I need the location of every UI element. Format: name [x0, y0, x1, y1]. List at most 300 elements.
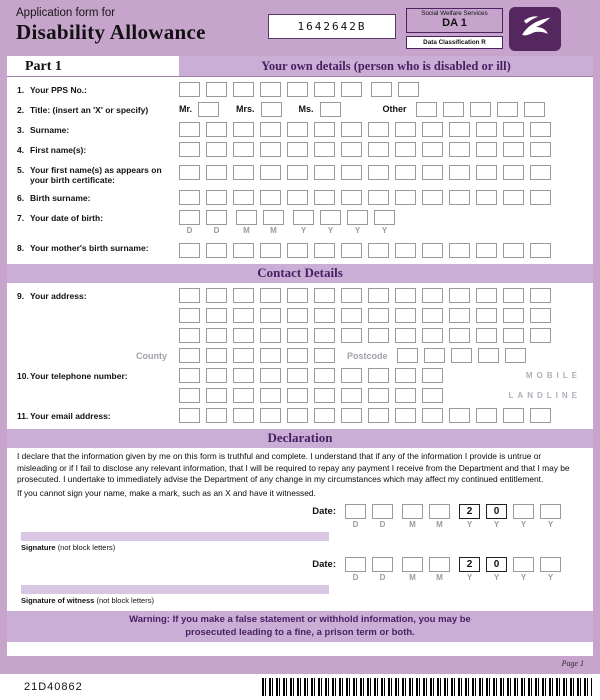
char-box[interactable] [395, 368, 416, 383]
char-box[interactable] [314, 243, 335, 258]
field-row-pps [7, 82, 593, 97]
hint-letter: M [409, 573, 416, 583]
char-box[interactable] [395, 308, 416, 323]
char-box[interactable] [422, 368, 443, 383]
char-box[interactable] [206, 368, 227, 383]
char-box[interactable] [449, 243, 470, 258]
char-box[interactable] [179, 308, 200, 323]
char-box[interactable] [233, 190, 254, 205]
char-box[interactable] [422, 288, 443, 303]
mobile-boxes [179, 368, 443, 383]
char-box[interactable] [449, 142, 470, 157]
char-box[interactable] [341, 288, 362, 303]
char-box[interactable] [503, 190, 524, 205]
title-mr-box[interactable] [198, 102, 219, 117]
title-label [17, 102, 179, 115]
char-box[interactable] [503, 408, 524, 423]
char-box[interactable] [476, 408, 497, 423]
char-box[interactable] [395, 190, 416, 205]
char-box[interactable] [449, 288, 470, 303]
char-box[interactable] [476, 142, 497, 157]
date-row-1 [7, 504, 593, 529]
char-box[interactable] [341, 308, 362, 323]
spacer [450, 520, 459, 521]
char-box[interactable] [233, 165, 254, 180]
form-title-block [16, 7, 264, 45]
postcode-label: Postcode [347, 351, 388, 362]
hint-letter: Y [466, 520, 473, 530]
char-box[interactable] [347, 210, 368, 225]
field-row-address [7, 288, 593, 303]
char-box[interactable] [314, 190, 335, 205]
char-box[interactable] [179, 328, 200, 343]
char-box[interactable] [371, 82, 392, 97]
char-box[interactable] [260, 328, 281, 343]
option-other-label: Other [382, 104, 407, 114]
char-box[interactable] [530, 142, 551, 157]
char-box[interactable] [260, 408, 281, 423]
hint-letter: D [352, 573, 359, 583]
char-box[interactable] [233, 368, 254, 383]
char-box[interactable] [368, 243, 389, 258]
char-box[interactable] [233, 408, 254, 423]
field-row-surname [7, 122, 593, 137]
declaration-banner: Declaration [7, 429, 593, 448]
char-box[interactable] [368, 408, 389, 423]
county-boxes [179, 348, 335, 363]
char-box[interactable] [368, 142, 389, 157]
char-box[interactable] [503, 328, 524, 343]
char-box[interactable] [179, 408, 200, 423]
dob-label [17, 210, 179, 223]
char-box[interactable] [540, 504, 561, 519]
char-box[interactable] [287, 82, 308, 97]
char-box[interactable] [476, 288, 497, 303]
char-box[interactable] [476, 308, 497, 323]
hint-letter: Y [381, 226, 388, 236]
char-box[interactable] [422, 165, 443, 180]
char-box[interactable] [236, 210, 257, 225]
char-box[interactable] [206, 82, 227, 97]
char-box[interactable] [402, 504, 423, 519]
char-box[interactable] [372, 557, 393, 572]
label-spacer [17, 328, 179, 331]
char-box[interactable] [368, 190, 389, 205]
char-box[interactable] [449, 122, 470, 137]
char-box[interactable] [422, 122, 443, 137]
char-box[interactable] [530, 288, 551, 303]
hint-letter: Y [466, 573, 473, 583]
phone-label [17, 368, 179, 381]
field-row-dob [7, 210, 593, 235]
warning-line-2: prosecuted leading to a fine, a prison term or both. [185, 626, 415, 638]
field-number: 9. [17, 291, 25, 302]
signature-line[interactable] [21, 532, 329, 541]
char-box[interactable] [503, 243, 524, 258]
date1-letter-hints [345, 520, 581, 529]
char-box[interactable] [451, 348, 472, 363]
char-box[interactable] [341, 388, 362, 403]
date2-day-boxes [345, 557, 393, 572]
declaration-text: I declare that the information given by me on this form is truthful and complete. I understand that if any of the information I provide is untrue or misleading or if I fail to disclose any relevant information, that I will be required to repay any payment I receive from the Department and that I may be prosecuted. I undertake to immediately advise the Department of any change in my circumstances which may affect my continued entitlement. [17, 451, 570, 484]
char-box[interactable] [402, 557, 423, 572]
char-box[interactable] [422, 142, 443, 157]
char-box[interactable] [341, 368, 362, 383]
char-box[interactable] [293, 210, 314, 225]
char-box[interactable] [206, 122, 227, 137]
char-box[interactable] [260, 142, 281, 157]
birthcert-boxes [179, 165, 551, 180]
char-box[interactable] [476, 165, 497, 180]
char-box[interactable] [368, 388, 389, 403]
char-box[interactable] [179, 210, 200, 225]
char-box[interactable] [314, 388, 335, 403]
services-label: Social Welfare Services [421, 10, 488, 17]
date2-letter-hints [345, 573, 581, 582]
hint-letter: Y [493, 520, 500, 530]
char-box[interactable] [422, 388, 443, 403]
pps-input [179, 82, 585, 97]
char-box[interactable] [524, 102, 545, 117]
char-box[interactable] [513, 557, 534, 572]
char-box[interactable] [287, 368, 308, 383]
char-box[interactable] [395, 408, 416, 423]
char-box[interactable] [233, 142, 254, 157]
spacer [227, 210, 236, 211]
char-box[interactable] [287, 122, 308, 137]
char-box[interactable] [341, 190, 362, 205]
char-box[interactable] [374, 210, 395, 225]
char-box[interactable] [449, 165, 470, 180]
char-box[interactable] [287, 142, 308, 157]
char-box[interactable] [422, 190, 443, 205]
char-box[interactable] [314, 288, 335, 303]
field-label: Your date of birth: [30, 213, 104, 224]
char-box[interactable] [287, 308, 308, 323]
form-header [0, 0, 600, 56]
char-box[interactable] [372, 504, 393, 519]
option-mrs-label: Mrs. [236, 104, 255, 114]
char-box[interactable] [476, 243, 497, 258]
char-box[interactable] [287, 288, 308, 303]
char-box[interactable] [206, 190, 227, 205]
hint-letter: Y [520, 520, 527, 530]
char-box[interactable] [368, 328, 389, 343]
char-box[interactable] [513, 504, 534, 519]
char-box[interactable] [341, 243, 362, 258]
part1-banner: Your own details (person who is disabled or ill) [179, 56, 593, 76]
title-mrs-box[interactable] [261, 102, 282, 117]
date2-year-boxes [459, 557, 561, 572]
char-box[interactable] [233, 348, 254, 363]
char-box[interactable] [233, 308, 254, 323]
char-box[interactable] [368, 122, 389, 137]
field-label: Your first name(s) as appears on your birth certificate: [30, 165, 162, 186]
char-box[interactable] [260, 388, 281, 403]
witness-label-rest: (not block letters) [96, 596, 154, 606]
char-box[interactable] [179, 165, 200, 180]
char-box[interactable] [449, 190, 470, 205]
char-box[interactable] [395, 142, 416, 157]
char-box[interactable] [395, 328, 416, 343]
hint-letter: D [213, 226, 220, 236]
char-box[interactable] [341, 408, 362, 423]
char-box[interactable] [345, 557, 366, 572]
hint-letter: Y [547, 520, 554, 530]
address-line2-boxes [179, 308, 551, 323]
char-box[interactable] [314, 408, 335, 423]
warning-line-1: Warning: If you make a false statement or withhold information, you may be [129, 614, 471, 626]
hint-letter: D [186, 226, 193, 236]
char-box[interactable] [206, 243, 227, 258]
dob-month-boxes [236, 210, 284, 225]
char-box[interactable] [530, 243, 551, 258]
char-box[interactable] [429, 557, 450, 572]
char-box[interactable] [503, 288, 524, 303]
dob-input [179, 210, 585, 235]
pps-digit-boxes [179, 82, 362, 97]
char-box[interactable] [449, 308, 470, 323]
county-label: County [136, 351, 167, 362]
field-label: Your telephone number: [30, 371, 128, 382]
char-box[interactable] [503, 308, 524, 323]
char-box[interactable] [476, 328, 497, 343]
spacer [284, 210, 293, 211]
field-label [30, 105, 148, 115]
char-box[interactable] [397, 348, 418, 363]
signature-label-bold: Signature [21, 543, 56, 553]
field-row-birth-surname [7, 190, 593, 205]
char-box[interactable] [287, 348, 308, 363]
char-box[interactable] [287, 243, 308, 258]
title-other-boxes [416, 102, 545, 117]
spacer [393, 504, 402, 505]
char-box[interactable] [260, 288, 281, 303]
char-box[interactable] [314, 142, 335, 157]
char-box[interactable] [422, 243, 443, 258]
birthcert-label [17, 162, 179, 185]
char-box[interactable] [179, 368, 200, 383]
char-box[interactable] [341, 165, 362, 180]
postcode-boxes [397, 348, 526, 363]
char-box[interactable] [206, 288, 227, 303]
char-box[interactable] [395, 165, 416, 180]
char-box[interactable] [422, 308, 443, 323]
char-box[interactable] [314, 308, 335, 323]
char-box[interactable] [314, 348, 335, 363]
form-intro: Application form for [16, 7, 116, 19]
char-box[interactable] [179, 190, 200, 205]
spacer [450, 504, 459, 505]
hint-letter: Y [300, 226, 307, 236]
char-box[interactable] [260, 348, 281, 363]
footer-form-code: 21D40862 [24, 681, 83, 693]
char-box[interactable] [287, 190, 308, 205]
char-box[interactable] [206, 142, 227, 157]
surname-label [17, 122, 179, 135]
char-box[interactable] [416, 102, 437, 117]
firstname-label [17, 142, 179, 155]
hint-letter: M [270, 226, 277, 236]
spacer [450, 557, 459, 558]
witness-signature-line[interactable] [21, 585, 329, 594]
char-box[interactable] [287, 328, 308, 343]
char-box[interactable] [233, 388, 254, 403]
char-box[interactable] [478, 348, 499, 363]
char-box[interactable] [314, 165, 335, 180]
char-box[interactable] [443, 102, 464, 117]
witness-signature-block [21, 585, 329, 605]
char-box[interactable] [179, 243, 200, 258]
date1-year-boxes [459, 504, 561, 519]
char-box[interactable] [260, 122, 281, 137]
char-box[interactable] [530, 328, 551, 343]
char-box[interactable] [530, 408, 551, 423]
field-row-mother-surname [7, 240, 593, 258]
char-box[interactable] [260, 82, 281, 97]
data-classification: Data Classification R [406, 36, 503, 49]
char-box[interactable] [345, 504, 366, 519]
county-label-wrap [17, 348, 179, 362]
char-box[interactable] [530, 165, 551, 180]
char-box[interactable] [260, 308, 281, 323]
char-box[interactable] [470, 102, 491, 117]
char-box[interactable] [341, 328, 362, 343]
char-box[interactable] [179, 82, 200, 97]
char-box[interactable] [233, 328, 254, 343]
char-box[interactable] [497, 102, 518, 117]
title-ms-box[interactable] [320, 102, 341, 117]
declaration-text-2: If you cannot sign your name, make a mark, such as an X and have it witnessed. [17, 488, 316, 499]
char-box[interactable] [206, 348, 227, 363]
char-box[interactable] [503, 142, 524, 157]
field-label: Your email address: [30, 411, 111, 422]
char-box[interactable] [341, 142, 362, 157]
field-number: 7. [17, 213, 25, 224]
field-row-birthcert-name [7, 162, 593, 185]
date-input-2 [345, 557, 581, 582]
field-number: 3. [17, 125, 25, 135]
char-box[interactable] [263, 210, 284, 225]
char-box[interactable] [260, 190, 281, 205]
field-number: 11. [17, 411, 29, 422]
char-box[interactable] [505, 348, 526, 363]
label-spacer [17, 308, 179, 311]
mobile-hint: MOBILE [525, 371, 581, 381]
page-number: Page 1 [561, 659, 584, 668]
char-box[interactable] [206, 328, 227, 343]
witness-signature-label [21, 596, 329, 605]
form-number: DA 1 [442, 17, 467, 29]
date2-month-boxes [402, 557, 450, 572]
char-box[interactable] [395, 122, 416, 137]
char-box[interactable] [503, 122, 524, 137]
char-box[interactable] [206, 210, 227, 225]
char-box[interactable] [422, 328, 443, 343]
field-row-address-2 [7, 308, 593, 323]
char-box[interactable] [398, 82, 419, 97]
char-box[interactable] [314, 82, 335, 97]
char-box[interactable] [368, 288, 389, 303]
char-box[interactable] [449, 408, 470, 423]
char-box[interactable] [179, 142, 200, 157]
char-box[interactable] [476, 190, 497, 205]
char-box[interactable] [503, 165, 524, 180]
char-box[interactable] [287, 408, 308, 423]
year-prefill-box: 0 [486, 504, 507, 519]
char-box[interactable] [179, 348, 200, 363]
char-box[interactable] [320, 210, 341, 225]
char-box[interactable] [233, 122, 254, 137]
char-box[interactable] [233, 82, 254, 97]
char-box[interactable] [206, 408, 227, 423]
field-number: 6. [17, 193, 25, 204]
char-box[interactable] [540, 557, 561, 572]
char-box[interactable] [179, 288, 200, 303]
char-box[interactable] [368, 165, 389, 180]
char-box[interactable] [260, 165, 281, 180]
pps-label [17, 82, 179, 95]
char-box[interactable] [368, 308, 389, 323]
dept-logo [509, 7, 561, 51]
char-box[interactable] [424, 348, 445, 363]
char-box[interactable] [314, 368, 335, 383]
char-box[interactable] [530, 122, 551, 137]
field-number: 2. [17, 105, 25, 115]
char-box[interactable] [179, 122, 200, 137]
spacer [284, 226, 293, 227]
date-row-2 [7, 557, 593, 582]
char-box[interactable] [395, 243, 416, 258]
char-box[interactable] [287, 165, 308, 180]
char-box[interactable] [233, 288, 254, 303]
char-box[interactable] [260, 368, 281, 383]
address-line3-boxes [179, 328, 551, 343]
field-row-county [7, 348, 593, 363]
char-box[interactable] [341, 122, 362, 137]
char-box[interactable] [206, 388, 227, 403]
char-box[interactable] [287, 388, 308, 403]
hint-letter: Y [354, 226, 361, 236]
witness-label-bold: Signature of witness [21, 596, 95, 606]
char-box[interactable] [314, 328, 335, 343]
char-box[interactable] [530, 308, 551, 323]
char-box[interactable] [233, 243, 254, 258]
field-label: Birth surname: [30, 193, 91, 204]
address-line1-boxes [179, 288, 551, 303]
form-id-block [406, 8, 503, 49]
char-box[interactable] [449, 328, 470, 343]
field-label: First name(s): [30, 145, 87, 155]
spacer [227, 226, 236, 227]
char-box[interactable] [341, 82, 362, 97]
option-ms-label: Ms. [298, 104, 314, 114]
field-number: 8. [17, 243, 25, 254]
char-box[interactable] [395, 388, 416, 403]
char-box[interactable] [206, 165, 227, 180]
char-box[interactable] [476, 122, 497, 137]
char-box[interactable] [206, 308, 227, 323]
char-box[interactable] [429, 504, 450, 519]
char-box[interactable] [530, 190, 551, 205]
char-box[interactable] [395, 288, 416, 303]
char-box[interactable] [368, 368, 389, 383]
char-box[interactable] [260, 243, 281, 258]
char-box[interactable] [314, 122, 335, 137]
char-box[interactable] [179, 388, 200, 403]
char-box[interactable] [422, 408, 443, 423]
hint-letter: M [436, 573, 443, 583]
